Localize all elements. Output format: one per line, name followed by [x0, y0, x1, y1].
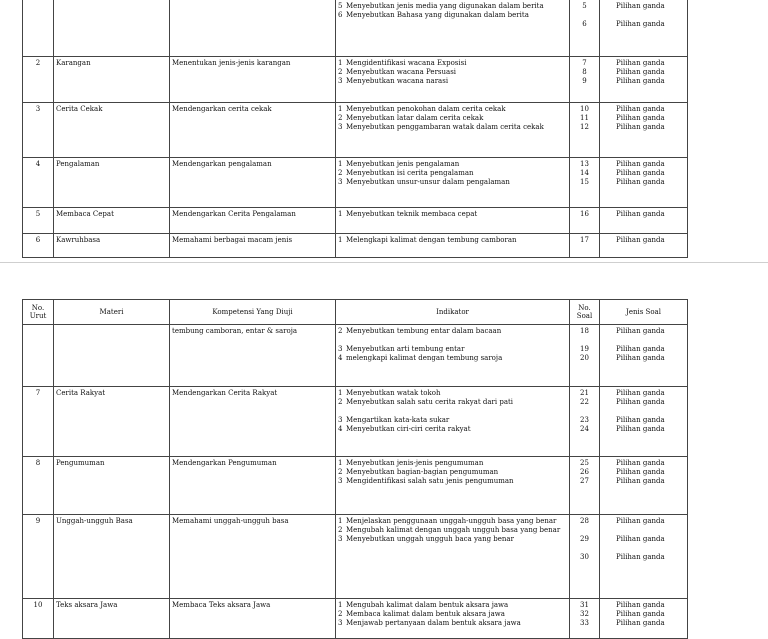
cell-materi: Kawruhbasa: [54, 234, 170, 258]
indikator-number: 5: [338, 2, 343, 10]
soal-number: 22: [580, 398, 589, 407]
indikator-text: Menyebutkan penokohan dalam cerita cekak: [346, 105, 506, 113]
table-row: [23, 515, 688, 599]
indikator-item: [338, 610, 567, 619]
jenis-soal-text: Pilihan ganda: [616, 398, 665, 407]
cell-materi: Unggah-ungguh Basa: [54, 515, 170, 599]
indikator-text: Menyebutkan arti tembung entar: [346, 345, 465, 354]
jenis-soal-text: Pilihan ganda: [616, 20, 665, 29]
cell-indikator: [336, 234, 570, 258]
indikator-text: Menjelaskan penggunaan unggah-ungguh basa yang benar: [346, 517, 557, 525]
indikator-number: 2: [338, 327, 343, 335]
indikator-text: Menyebutkan penggambaran watak dalam cerita cekak: [346, 123, 544, 132]
soal-number: 13: [580, 160, 589, 168]
cell-no-urut: 7: [23, 387, 54, 457]
indikator-number: 6: [338, 11, 343, 20]
soal-number: 6: [582, 20, 587, 29]
cell-materi: Pengumuman: [54, 457, 170, 515]
soal-number: 28: [580, 517, 589, 525]
indikator-text: Menyebutkan latar dalam cerita cekak: [346, 114, 484, 123]
indikator-number: 3: [338, 178, 343, 187]
indikator-item: [338, 68, 567, 77]
indikator-number: 2: [338, 169, 343, 178]
indikator-text: Menyebutkan teknik membaca cepat: [346, 210, 478, 218]
line-spacer: [338, 407, 567, 416]
jenis-soal-text: Pilihan ganda: [616, 2, 665, 10]
cell-no-soal: [570, 103, 600, 158]
soal-number: 17: [580, 236, 589, 244]
jenis-soal-text: Pilihan ganda: [616, 517, 665, 525]
indikator-item: [338, 526, 567, 535]
indikator-text: Mengartikan kata-kata sukar: [346, 416, 450, 425]
indikator-text: Membaca kalimat dalam bentuk aksara jawa: [346, 610, 505, 619]
indikator-text: Melengkapi kalimat dengan tembung camboran: [346, 236, 517, 244]
cell-kompetensi: tembung camboran, entar & saroja: [170, 325, 336, 387]
soal-number: 29: [580, 535, 589, 544]
cell-no-urut: 8: [23, 457, 54, 515]
cell-no-soal: [570, 234, 600, 258]
cell-jenis-soal: [600, 103, 688, 158]
indikator-text: Menyebutkan unggah ungguh baca yang benar: [346, 535, 514, 544]
cell-jenis-soal: [600, 158, 688, 208]
soal-number: 32: [580, 610, 589, 619]
jenis-soal-text: Pilihan ganda: [616, 619, 665, 628]
cell-materi: Pengalaman: [54, 158, 170, 208]
indikator-item: [338, 160, 567, 169]
table-row: [23, 103, 688, 158]
indikator-text: Menyebutkan watak tokoh: [346, 389, 441, 397]
indikator-item: [338, 468, 567, 477]
jenis-soal-text: Pilihan ganda: [616, 468, 665, 477]
table-row: [23, 208, 688, 234]
cell-no-urut: 2: [23, 57, 54, 103]
cell-indikator: [336, 515, 570, 599]
cell-no-soal: [570, 457, 600, 515]
indikator-number: 1: [338, 517, 343, 525]
cell-no-urut: 3: [23, 103, 54, 158]
cell-jenis-soal: [600, 0, 688, 57]
indikator-number: 2: [338, 114, 343, 123]
soal-number: 16: [580, 210, 589, 218]
line-spacer: [338, 336, 567, 345]
cell-kompetensi: [170, 0, 336, 57]
jenis-soal-text: Pilihan ganda: [616, 601, 665, 609]
jenis-soal-text: Pilihan ganda: [616, 160, 665, 168]
table-row: [23, 57, 688, 103]
cell-materi: Teks aksara Jawa: [54, 599, 170, 639]
cell-no-soal: [570, 57, 600, 103]
indikator-item: [338, 425, 567, 434]
indikator-text: Menyebutkan jenis pengalaman: [346, 160, 460, 168]
kisi-kisi-table-page-2: [22, 299, 688, 639]
jenis-soal-text: Pilihan ganda: [616, 77, 665, 86]
jenis-soal-text: Pilihan ganda: [616, 327, 665, 335]
indikator-item: [338, 619, 567, 628]
cell-indikator: [336, 325, 570, 387]
indikator-item: [338, 416, 567, 425]
cell-materi: Membaca Cepat: [54, 208, 170, 234]
jenis-soal-text: Pilihan ganda: [616, 105, 665, 113]
jenis-soal-text: Pilihan ganda: [616, 178, 665, 187]
cell-no-soal: [570, 515, 600, 599]
soal-number: 25: [580, 459, 589, 467]
jenis-soal-text: Pilihan ganda: [616, 477, 665, 486]
indikator-item: [338, 210, 567, 219]
cell-kompetensi: Mendengarkan Cerita Rakyat: [170, 387, 336, 457]
jenis-soal-text: Pilihan ganda: [616, 123, 665, 132]
indikator-number: 1: [338, 105, 343, 113]
indikator-number: 3: [338, 77, 343, 86]
cell-kompetensi: Memahami unggah-ungguh basa: [170, 515, 336, 599]
jenis-soal-text: Pilihan ganda: [616, 610, 665, 619]
cell-kompetensi: Memahami berbagai macam jenis: [170, 234, 336, 258]
kisi-kisi-table-page-1: [22, 0, 688, 258]
line-spacer: [572, 132, 597, 141]
indikator-number: 3: [338, 345, 343, 354]
soal-number: 12: [580, 123, 589, 132]
indikator-text: Mengubah kalimat dalam bentuk aksara jawa: [346, 601, 509, 609]
indikator-text: Menyebutkan salah satu cerita rakyat dari pati: [346, 398, 514, 407]
header-no-urut: No. Urut: [23, 300, 54, 325]
cell-jenis-soal: [600, 387, 688, 457]
soal-number: 9: [582, 77, 587, 86]
cell-no-urut: 6: [23, 234, 54, 258]
jenis-soal-text: Pilihan ganda: [616, 553, 665, 562]
indikator-text: Mengubah kalimat dengan unggah ungguh basa yang benar: [346, 526, 561, 535]
indikator-item: [338, 77, 567, 86]
header-indikator: Indikator: [336, 300, 570, 325]
soal-number: 11: [580, 114, 589, 123]
cell-kompetensi: Mendengarkan Pengumuman: [170, 457, 336, 515]
soal-number: 18: [580, 327, 589, 335]
table-row: [23, 0, 688, 57]
cell-materi: Karangan: [54, 57, 170, 103]
indikator-item: [338, 477, 567, 486]
table-row: [23, 158, 688, 208]
page-gap: [0, 263, 768, 299]
cell-indikator: [336, 599, 570, 639]
cell-kompetensi: Menentukan jenis-jenis karangan: [170, 57, 336, 103]
jenis-soal-text: Pilihan ganda: [616, 169, 665, 178]
indikator-item: [338, 105, 567, 114]
indikator-text: Menyebutkan unsur-unsur dalam pengalaman: [346, 178, 510, 187]
cell-no-urut: 5: [23, 208, 54, 234]
indikator-item: [338, 236, 567, 245]
indikator-item: [338, 114, 567, 123]
indikator-text: Menjawab pertanyaan dalam bentuk aksara jawa: [346, 619, 521, 628]
table-row: [23, 325, 688, 387]
soal-number: 15: [580, 178, 589, 187]
line-spacer: [602, 407, 685, 416]
indikator-number: 1: [338, 601, 343, 609]
cell-indikator: [336, 457, 570, 515]
jenis-soal-text: Pilihan ganda: [616, 210, 665, 218]
document-page-1: [0, 0, 768, 263]
indikator-number: 1: [338, 160, 343, 168]
cell-no-soal: [570, 599, 600, 639]
soal-number: 33: [580, 619, 589, 628]
soal-number: 23: [580, 416, 589, 425]
cell-kompetensi: Membaca Teks aksara Jawa: [170, 599, 336, 639]
cell-kompetensi: Mendengarkan pengalaman: [170, 158, 336, 208]
soal-number: 30: [580, 553, 589, 562]
indikator-item: [338, 354, 567, 363]
indikator-text: melengkapi kalimat dengan tembung saroja: [346, 354, 503, 363]
indikator-number: 2: [338, 398, 343, 407]
indikator-item: [338, 389, 567, 398]
jenis-soal-text: Pilihan ganda: [616, 535, 665, 544]
header-no-soal: No. Soal: [570, 300, 600, 325]
indikator-number: 3: [338, 619, 343, 628]
cell-jenis-soal: [600, 515, 688, 599]
indikator-item: [338, 169, 567, 178]
indikator-item: [338, 535, 567, 544]
jenis-soal-text: Pilihan ganda: [616, 68, 665, 77]
jenis-soal-text: Pilihan ganda: [616, 425, 665, 434]
table-row: [23, 234, 688, 258]
indikator-text: Menyebutkan wacana Persuasi: [346, 68, 457, 77]
indikator-number: 1: [338, 59, 343, 67]
indikator-number: 3: [338, 416, 343, 425]
cell-indikator: [336, 158, 570, 208]
header-materi: Materi: [54, 300, 170, 325]
indikator-text: Menyebutkan isi cerita pengalaman: [346, 169, 474, 178]
cell-jenis-soal: [600, 599, 688, 639]
cell-jenis-soal: [600, 325, 688, 387]
line-spacer: [602, 336, 685, 345]
cell-no-urut: [23, 325, 54, 387]
cell-jenis-soal: [600, 208, 688, 234]
indikator-number: 2: [338, 468, 343, 477]
line-spacer: [602, 544, 685, 553]
indikator-number: 4: [338, 354, 343, 363]
cell-no-urut: 9: [23, 515, 54, 599]
cell-jenis-soal: [600, 457, 688, 515]
indikator-item: [338, 178, 567, 187]
indikator-text: Menyebutkan jenis media yang digunakan dalam berita: [346, 2, 544, 10]
indikator-number: 2: [338, 526, 343, 535]
soal-number: 31: [580, 601, 589, 609]
soal-number: 24: [580, 425, 589, 434]
indikator-item: [338, 398, 567, 407]
indikator-item: [338, 517, 567, 526]
cell-no-urut: 4: [23, 158, 54, 208]
indikator-item: [338, 345, 567, 354]
indikator-item: [338, 123, 567, 132]
indikator-number: 1: [338, 389, 343, 397]
table-row: [23, 457, 688, 515]
cell-no-urut: 10: [23, 599, 54, 639]
soal-number: 5: [582, 2, 587, 10]
indikator-number: 1: [338, 459, 343, 467]
soal-number: 8: [582, 68, 587, 77]
cell-indikator: [336, 57, 570, 103]
indikator-text: Menyebutkan ciri-ciri cerita rakyat: [346, 425, 471, 434]
line-spacer: [602, 132, 685, 141]
line-spacer: [572, 407, 597, 416]
line-spacer: [602, 526, 685, 535]
table-header-row: [23, 300, 688, 325]
jenis-soal-text: Pilihan ganda: [616, 416, 665, 425]
jenis-soal-text: Pilihan ganda: [616, 345, 665, 354]
cell-no-soal: [570, 325, 600, 387]
cell-materi: [54, 0, 170, 57]
soal-number: 21: [580, 389, 589, 397]
indikator-number: 2: [338, 68, 343, 77]
indikator-text: Menyebutkan tembung entar dalam bacaan: [346, 327, 502, 335]
cell-indikator: [336, 208, 570, 234]
indikator-text: Menyebutkan Bahasa yang digunakan dalam berita: [346, 11, 529, 20]
cell-indikator: [336, 103, 570, 158]
header-kompetensi: Kompetensi Yang Diuji: [170, 300, 336, 325]
cell-materi: [54, 325, 170, 387]
cell-no-soal: [570, 158, 600, 208]
jenis-soal-text: Pilihan ganda: [616, 389, 665, 397]
indikator-item: [338, 327, 567, 336]
indikator-text: Menyebutkan jenis-jenis pengumuman: [346, 459, 484, 467]
cell-jenis-soal: [600, 57, 688, 103]
indikator-text: Mengidentifikasi wacana Exposisi: [346, 59, 467, 67]
soal-number: 27: [580, 477, 589, 486]
indikator-item: [338, 59, 567, 68]
soal-number: 14: [580, 169, 589, 178]
indikator-number: 3: [338, 535, 343, 544]
soal-number: 20: [580, 354, 589, 363]
document-page-2: [0, 299, 768, 630]
line-spacer: [572, 11, 597, 20]
cell-no-soal: [570, 387, 600, 457]
cell-kompetensi: Mendengarkan cerita cekak: [170, 103, 336, 158]
indikator-number: 4: [338, 425, 343, 434]
jenis-soal-text: Pilihan ganda: [616, 59, 665, 67]
cell-indikator: [336, 387, 570, 457]
cell-jenis-soal: [600, 234, 688, 258]
soal-number: 10: [580, 105, 589, 113]
indikator-number: 2: [338, 610, 343, 619]
soal-number: 7: [582, 59, 587, 67]
indikator-item: [338, 2, 567, 11]
cell-kompetensi: Mendengarkan Cerita Pengalaman: [170, 208, 336, 234]
jenis-soal-text: Pilihan ganda: [616, 236, 665, 244]
line-spacer: [572, 544, 597, 553]
indikator-text: Menyebutkan wacana narasi: [346, 77, 449, 86]
line-spacer: [602, 11, 685, 20]
indikator-text: Mengidentifikasi salah satu jenis pengumuman: [346, 477, 514, 486]
jenis-soal-text: Pilihan ganda: [616, 354, 665, 363]
cell-materi: Cerita Rakyat: [54, 387, 170, 457]
indikator-item: [338, 11, 567, 20]
line-spacer: [572, 526, 597, 535]
soal-number: 19: [580, 345, 589, 354]
cell-no-urut: [23, 0, 54, 57]
indikator-item: [338, 459, 567, 468]
indikator-number: 3: [338, 123, 343, 132]
cell-indikator: [336, 0, 570, 57]
table-row: [23, 599, 688, 639]
jenis-soal-text: Pilihan ganda: [616, 459, 665, 467]
jenis-soal-text: Pilihan ganda: [616, 114, 665, 123]
cell-no-soal: [570, 208, 600, 234]
indikator-number: 3: [338, 477, 343, 486]
cell-materi: Cerita Cekak: [54, 103, 170, 158]
soal-number: 26: [580, 468, 589, 477]
indikator-number: 1: [338, 236, 343, 244]
indikator-number: 1: [338, 210, 343, 218]
indikator-text: Menyebutkan bagian-bagian pengumuman: [346, 468, 499, 477]
table-row: [23, 387, 688, 457]
cell-no-soal: [570, 0, 600, 57]
line-spacer: [572, 336, 597, 345]
header-jenis-soal: Jenis Soal: [600, 300, 688, 325]
indikator-item: [338, 601, 567, 610]
